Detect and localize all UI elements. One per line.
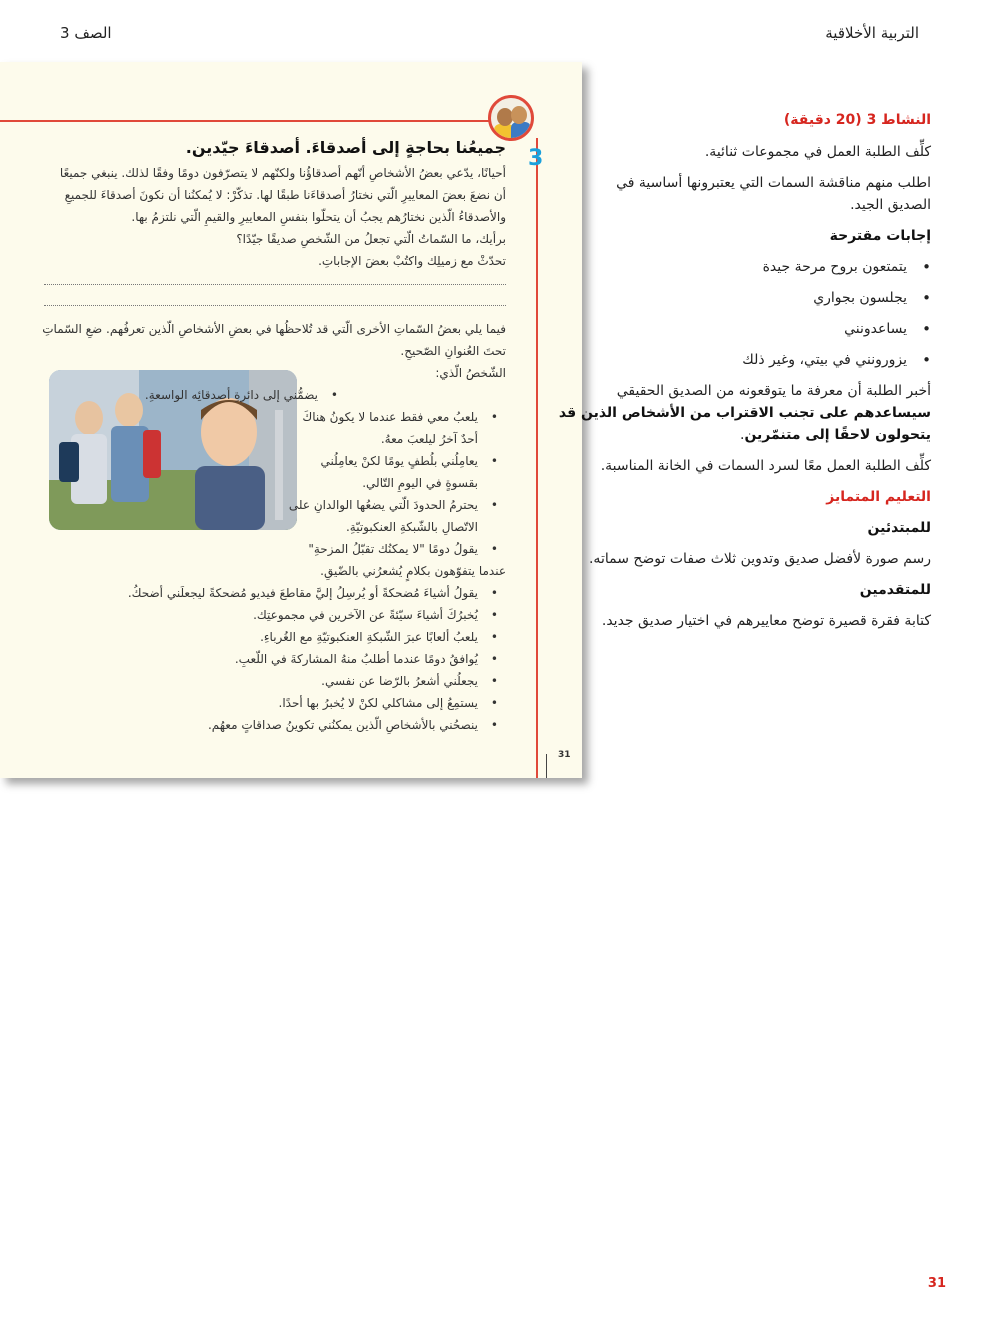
suggested-item: يزورونني في بيتي، وغير ذلك • xyxy=(742,349,907,371)
trait-item: يستمِعُ إلى مشاكلي لكنْ لا يُخبرُ بها أحدًا. • xyxy=(279,693,478,714)
beginners-heading: للمبتدئين xyxy=(867,520,931,536)
trait-item: يقولُ أشياءَ مُضحكةً أو يُرسِلُ إليَّ مقاطعَ فيديو مُضحكةً ليجعلَني أضحكُ. • xyxy=(128,583,478,604)
trait-item: يجعلُني أشعرُ بالرّضا عن نفسي. • xyxy=(321,671,478,692)
trait-continuation: عندما يتفوّهون بكلامٍ يُشعرُني بالضّيقِ. xyxy=(320,564,506,578)
guide-paragraph: اطلب منهم مناقشة السمات التي يعتبرونها أساسية في xyxy=(616,175,931,191)
task: تحدّثْ مع زميلِك واكتُبْ بعضَ الإجاباتِ. xyxy=(318,254,506,268)
guide-paragraph: الصديق الجيد. xyxy=(850,197,931,213)
intro-line: أن نضعَ بعضَ المعاييرِ الّتي نختارُ أصدقاءَنا طبقًا لها. تذكّرْ: لا يُمكنُنا أن نكونَ أصدقاءَ للجميعِ xyxy=(64,188,506,202)
answer-line xyxy=(44,284,506,285)
trait-item-cont: أحدٌ آخرُ ليلعبَ معهُ. xyxy=(380,432,478,446)
trait-item: يُوافقُ دومًا عندما أطلبُ منهُ المشاركةَ في اللّعبِ. • xyxy=(235,649,478,670)
suggested-heading: إجابات مقترحة xyxy=(829,228,931,244)
book-page-number: 31 xyxy=(558,750,571,760)
trait-item: يُخبرُكَ أشياءَ سيّئةً عن الآخرين في مجموعتِك. • xyxy=(253,605,478,626)
guide-paragraph: أخبر الطلبة أن معرفة ما يتوقعونه من الصديق الحقيقي xyxy=(616,383,931,399)
trait-item: ينصحُني بالأشخاصِ الّذين يمكنُني تكوينُ صداقاتٍ معهُم. • xyxy=(208,715,478,736)
activity-heading: النشاط 3 (20 دقيقة) xyxy=(783,112,931,128)
bullies-text: يتحولون لاحقًا إلى متنمّرين xyxy=(744,427,931,443)
intro-line: والأصدقاءُ الّذين نختارُهم يجبُ أن يتحلّوا بنفسِ المعاييرِ والقيمِ الّتي نلتزمُ بها. xyxy=(131,210,506,224)
guide-paragraph-bold: سيساعدهم على تجنب الاقتراب من الأشخاص الذين قد xyxy=(558,405,931,421)
trait-item: يقولُ دومًا "لا يمكنُك تقبّلُ المزحةِ" • xyxy=(308,539,478,560)
list-intro-line: فيما يلي بعضُ السّماتِ الأخرى الّتي قد تُلاحظُها في بعضِ الأشخاصِ الّذين تعرفُهم. ضعِ السّماتِ xyxy=(42,322,506,336)
book-title: جميعُنا بحاجةٍ إلى أصدقاءَ. أصدقاءَ جيّدين. xyxy=(185,138,506,157)
activity-number: 3 xyxy=(528,146,544,171)
margin-rule xyxy=(536,138,538,778)
guide-paragraph: كلِّف الطلبة العمل في مجموعات ثنائية. xyxy=(704,144,931,160)
grade-label: الصف 3 xyxy=(60,24,112,42)
students-avatar-icon xyxy=(488,95,534,141)
suggested-item: يتمتعون بروح مرحة جيدة • xyxy=(763,256,907,278)
page-number: 31 xyxy=(927,1276,946,1291)
trait-item: يضمُّني إلى دائرةِ أصدقائِه الواسعةِ. • xyxy=(145,385,318,406)
period: . xyxy=(739,427,745,443)
person-label: الشّخصُ الّذي: xyxy=(435,366,506,380)
trait-item: يحترمُ الحدودَ الّتي يضعُها الوالدانِ على • xyxy=(289,495,478,516)
advanced-text: كتابة فقرة قصيرة توضح معاييرهم في اختيار صديق جديد. xyxy=(601,613,931,629)
trait-item-cont: الاتّصالِ بالشّبكةِ العنكبوتيّةِ. xyxy=(345,520,478,534)
trait-item: يعامِلُني بلُطفٍ يومًا لكنْ يعامِلُني • xyxy=(321,451,479,472)
suggested-item: يجلسون بجواري • xyxy=(813,287,907,309)
list-intro-line: تحتَ العُنوانِ الصّحيحِ. xyxy=(400,344,506,358)
guide-paragraph: كلِّف الطلبة العمل معًا لسرد السمات في الخانة المناسبة. xyxy=(600,458,931,474)
differentiation-heading: التعليم المتمايز xyxy=(826,489,931,505)
textbook-page xyxy=(0,62,582,778)
question: برأيك، ما السّماتُ الّتي تجعلُ من الشّخصِ صديقًا جيّدًا؟ xyxy=(236,232,506,246)
trait-item: يلعبُ معي فقط عندما لا يكونُ هناكَ • xyxy=(302,407,478,428)
title-rule xyxy=(0,120,532,122)
intro-line: أحيانًا، يدّعي بعضُ الأشخاصِ أنّهم أصدقاؤُنا ولكنّهم لا يتصرّفون دومًا وفقًا لذلك. ينبغي جميعًا xyxy=(59,166,506,180)
trait-item: يلعبُ ألعابًا عبرَ الشّبكةِ العنكبوتيّةِ مع الغُرباءِ. • xyxy=(260,627,478,648)
beginners-text: رسم صورة لأفضل صديق وتدوين ثلاث صفات توضح سماته. xyxy=(588,551,931,567)
subject-title: التربية الأخلاقية xyxy=(825,24,919,42)
advanced-heading: للمتقدمين xyxy=(859,582,931,598)
trait-item-cont: بقسوةٍ في اليومِ التّالي. xyxy=(362,476,478,490)
page-rule xyxy=(546,754,547,778)
answer-line xyxy=(44,305,506,306)
guide-paragraph-bold xyxy=(740,424,931,446)
suggested-item: يساعدونني • xyxy=(844,318,907,340)
